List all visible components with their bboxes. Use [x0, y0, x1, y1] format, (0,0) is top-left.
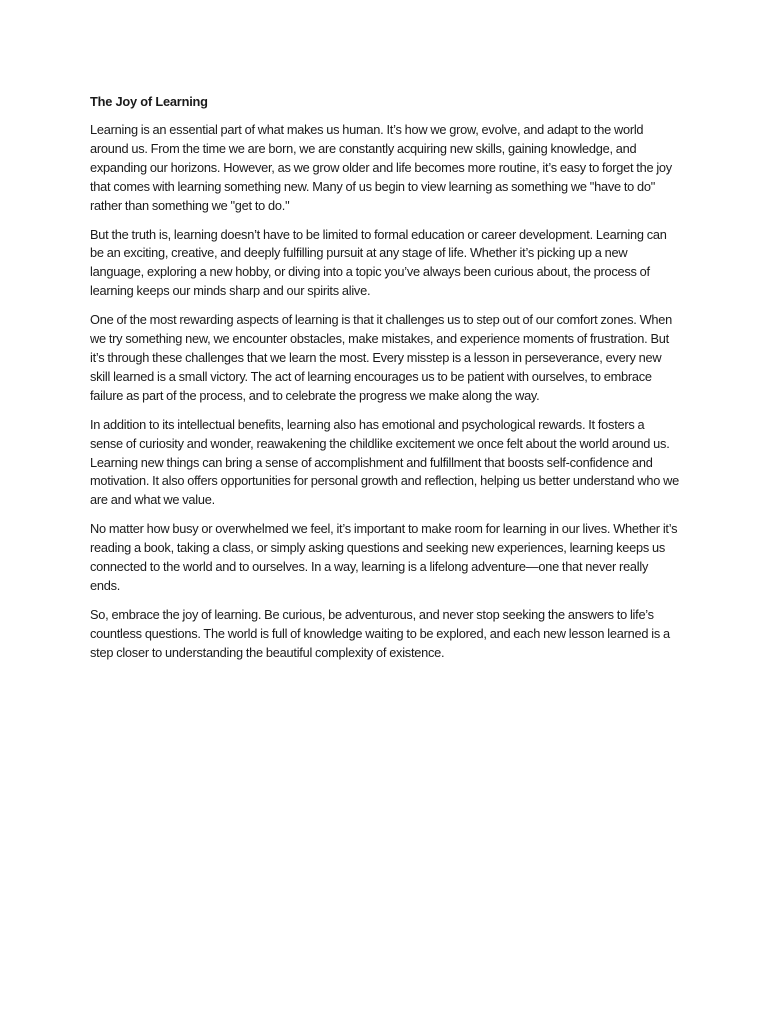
paragraph-6: So, embrace the joy of learning. Be curious, be adventurous, and never stop seeking the answers to life’s countless questions. The world is full of knowledge waiting to be explored, and each new lesson learned is a step closer to understanding the beautiful complexity of existence. — [90, 606, 670, 660]
paragraph-4: In addition to its intellectual benefits, learning also has emotional and psychological rewards. It fosters a sense of curiosity and wonder, reawakening the childlike excitement we once felt about the world around us. Learning new things can bring a sense of accomplishment and fulfillment that boosts self-confidence and motivation. It also offers opportunities for personal growth and reflection, helping us better understand who we are and what we value. — [90, 416, 679, 508]
paragraph-5: No matter how busy or overwhelmed we feel, it’s important to make room for learning in our lives. Whether it’s reading a book, taking a class, or simply asking questions and seeking new experiences, learning keeps us connected to the world and to ourselves. In a way, learning is a lifelong adventure—one that never really ends. — [90, 521, 678, 593]
document-title: The Joy of Learning — [90, 94, 208, 109]
paragraph-2: But the truth is, learning doesn’t have to be limited to formal education or career development. Learning can be an exciting, creative, and deeply fulfilling pursuit at any stage of life. Whether it’s picking up a new language, exploring a new hobby, or diving into a topic you’ve always been curious about, the process of learning keeps our minds sharp and our spirits alive. — [90, 226, 667, 299]
paragraph-1: Learning is an essential part of what makes us human. It’s how we grow, evolve, and adapt to the world around us. From the time we are born, we are constantly acquiring new skills, gaining knowledge, and expanding our horizons. However, as we grow older and life becomes more routine, it’s easy to forget the joy that comes with learning something new. Many of us begin to view learning as something we "have to do" rather than something we "get to do." — [90, 122, 672, 213]
paragraph-3: One of the most rewarding aspects of learning is that it challenges us to step out of our comfort zones. When we try something new, we encounter obstacles, make mistakes, and experience moments of frustration. But it’s through these challenges that we learn the most. Every misstep is a lesson in perseverance, every new skill learned is a small victory. The act of learning encourages us to be patient with ourselves, to embrace failure as part of the process, and to celebrate the progress we make along the way. — [90, 312, 673, 403]
document-body — [90, 93, 680, 673]
